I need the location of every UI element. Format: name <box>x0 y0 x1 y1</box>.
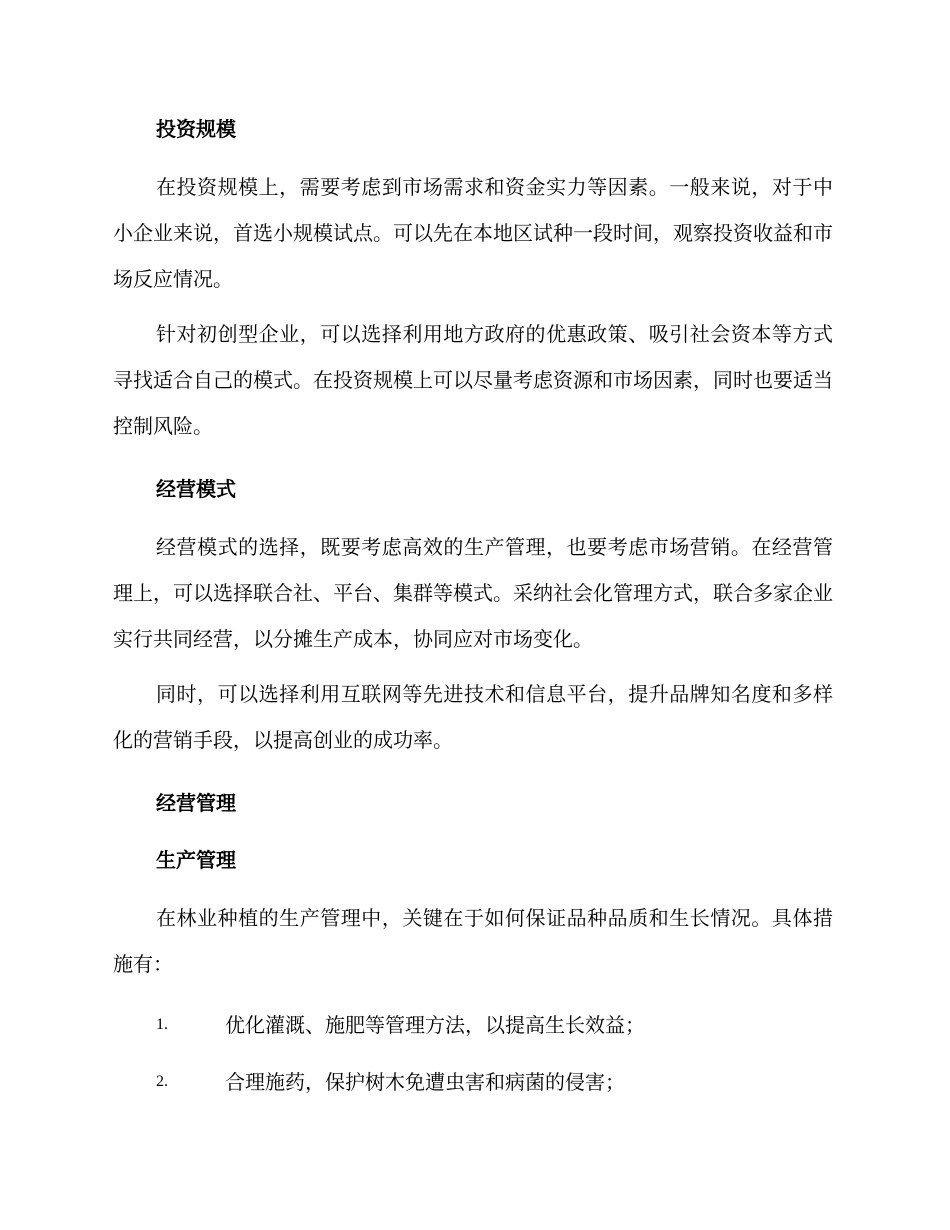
paragraph-investment-2: 针对初创型企业，可以选择利用地方政府的优惠政策、吸引社会资本等方式寻找适合自己的模式。在投资规模上可以尽量考虑资源和市场因素，同时也要适当控制风险。 <box>113 322 833 438</box>
list-item-number: 1. <box>156 1016 168 1033</box>
section-heading-production: 生产管理 <box>156 848 236 872</box>
document-body <box>113 113 833 1098</box>
list-item-text: 优化灌溉、施肥等管理方法，以提高生长效益； <box>225 1013 645 1037</box>
list-item-text: 合理施药，保护树木免遭虫害和病菌的侵害； <box>225 1070 625 1094</box>
list-item-number: 2. <box>156 1073 168 1090</box>
measures-list <box>113 1009 833 1098</box>
paragraph-business-model-2: 同时，可以选择利用互联网等先进技术和信息平台，提升品牌知名度和多样化的营销手段，以提高创业的成功率。 <box>113 682 833 752</box>
list-item <box>113 1009 833 1041</box>
paragraph-business-model-1: 经营模式的选择，既要考虑高效的生产管理，也要考虑市场营销。在经营管理上，可以选择联合社、平台、集群等模式。采纳社会化管理方式，联合多家企业实行共同经营，以分摊生产成本，协同应对市场变化。 <box>113 535 833 651</box>
paragraph-investment-1: 在投资规模上，需要考虑到市场需求和资金实力等因素。一般来说，对于中小企业来说，首选小规模试点。可以先在本地区试种一段时间，观察投资收益和市场反应情况。 <box>113 175 833 291</box>
section-heading-investment: 投资规模 <box>156 117 236 141</box>
section-heading-management: 经营管理 <box>156 791 236 815</box>
list-item <box>113 1066 833 1098</box>
section-heading-business-model: 经营模式 <box>156 477 236 501</box>
paragraph-production-1: 在林业种植的生产管理中，关键在于如何保证品种品质和生长情况。具体措施有： <box>113 906 833 976</box>
